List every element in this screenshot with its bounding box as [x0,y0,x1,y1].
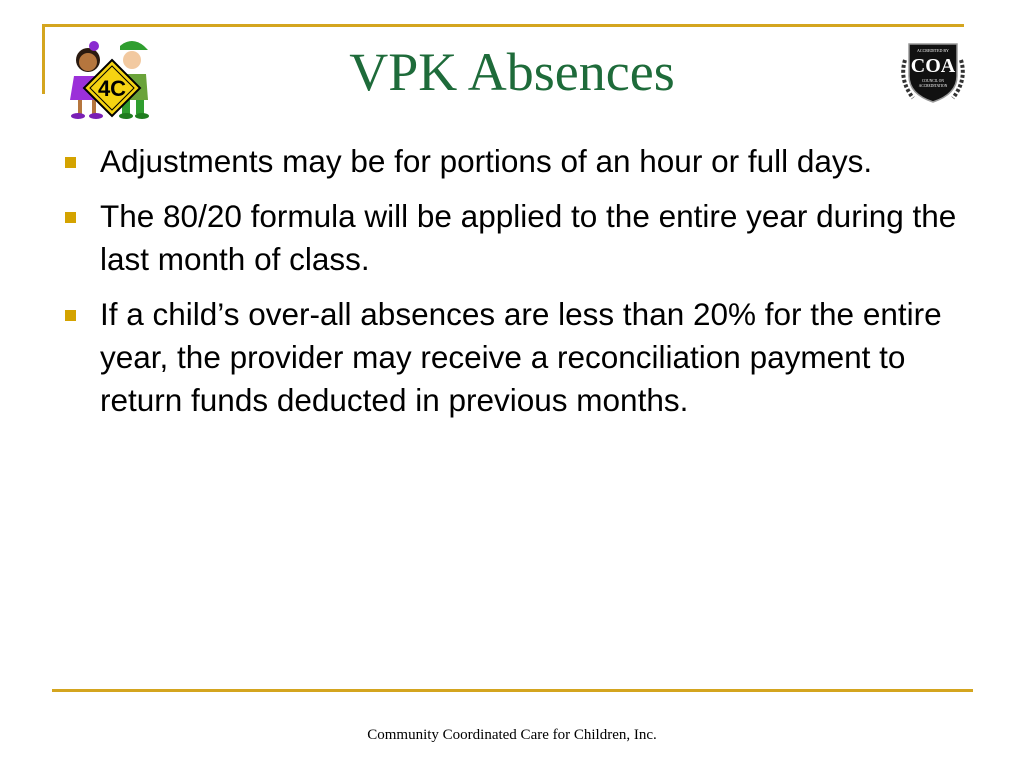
slide-title: VPK Absences [349,42,675,102]
square-bullet-icon [65,310,76,321]
square-bullet-icon [65,212,76,223]
svg-text:ACCREDITED BY: ACCREDITED BY [917,48,949,53]
bullet-text: If a child’s over-all absences are less than 20% for the entire year, the provider may receive a reconciliation payment to return funds deducted in previous months. [100,296,942,418]
top-gold-rule [42,24,964,27]
bottom-gold-rule [52,689,973,692]
bullet-item [62,293,962,422]
svg-text:4C: 4C [97,76,127,101]
bullet-list [62,140,962,434]
svg-text:COUNCIL ON: COUNCIL ON [922,79,944,83]
bullet-text: Adjustments may be for portions of an hour or full days. [100,143,873,179]
bullet-item [62,195,962,281]
svg-text:COA: COA [910,55,956,77]
bullet-item [62,140,962,183]
footer-organization: Community Coordinated Care for Children, Inc. [367,727,657,743]
coa-accreditation-logo-icon [895,40,971,106]
bullet-text: The 80/20 formula will be applied to the entire year during the last month of class. [100,198,957,277]
square-bullet-icon [65,157,76,168]
svg-text:ACCREDITATION: ACCREDITATION [918,84,948,88]
